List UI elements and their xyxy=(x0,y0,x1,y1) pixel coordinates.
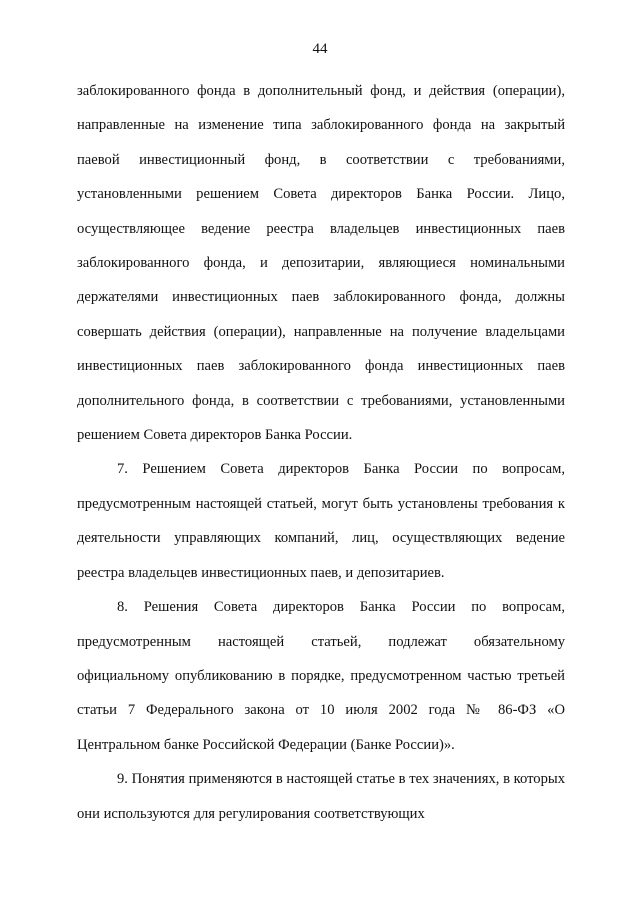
paragraph-continuation: заблокированного фонда в дополнительный фонд, и действия (операции), направленные на изменение типа заблокированного фонда на закрытый паевой инвестиционный фонд, в соответствии с требованиями, установленными решением Совета директоров Банка России. Лицо, осуществляющее ведение реестра владельцев инвестиционных паев заблокированного фонда, и депозитарии, являющиеся номинальными держателями инвестиционных паев заблокированного фонда, должны совершать действия (операции), направленные на получение владельцами инвестиционных паев заблокированного фонда инвестиционных паев дополнительного фонда, в соответствии с требованиями, установленными решением Совета директоров Банка России. xyxy=(77,83,565,444)
page-number: 44 xyxy=(312,41,328,57)
document-body xyxy=(77,74,565,831)
paragraph-item-7: 7. Решением Совета директоров Банка России по вопросам, предусмотренным настоящей статьей, могут быть установлены требования к деятельности управляющих компаний, лиц, осуществляющих ведение реестра владельцев инвестиционных паев, и депозитариев. xyxy=(77,461,565,581)
paragraph-item-8: 8. Решения Совета директоров Банка России по вопросам, предусмотренным настоящей статьей, подлежат обязательному официальному опубликованию в порядке, предусмотренном частью третьей статьи 7 Федерального закона от 10 июля 2002 года № 86-ФЗ «О Центральном банке Российской Федерации (Банке России)». xyxy=(77,599,565,753)
paragraph-item-9: 9. Понятия применяются в настоящей статье в тех значениях, в которых они используются для регулирования соответствующих xyxy=(77,771,565,822)
